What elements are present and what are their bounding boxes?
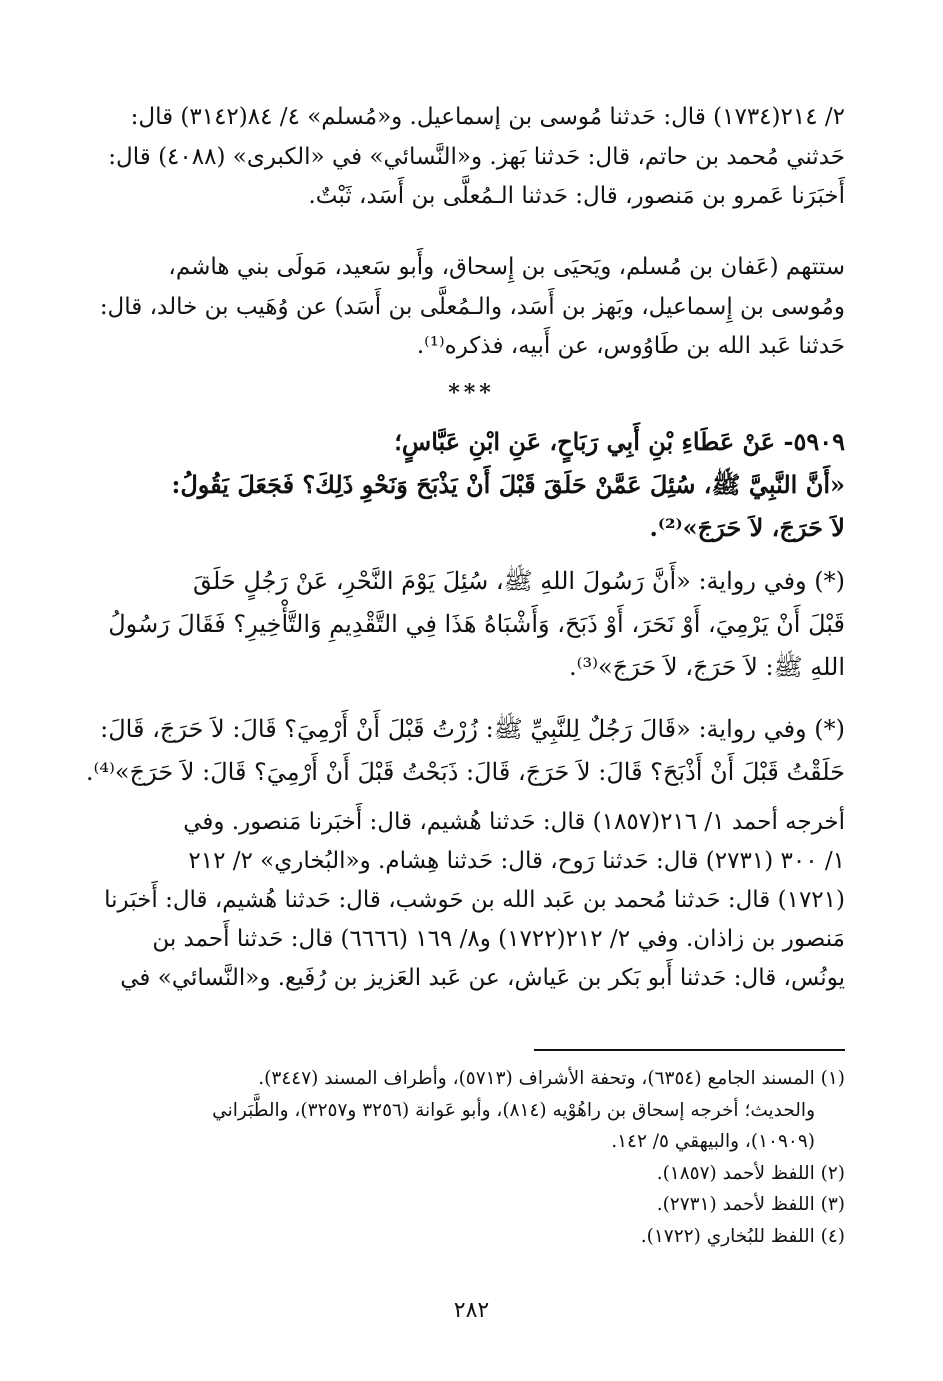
hadith-heading: ٥٩٠٩- عَنْ عَطَاءِ بْنِ أَبِي رَبَاحٍ، عَنِ ابْنِ عَبَّاسٍ؛	[394, 427, 845, 456]
riwaya-1	[100, 560, 845, 689]
footnote-1: (١) المسند الجامع (٦٣٥٤)، وتحفة الأشراف (٥٧١٣)، وأطراف المسند (٣٤٤٧).	[258, 1068, 845, 1089]
text-line: اللهِ ﷺ: لاَ حَرَجَ، لاَ حَرَجَ»⁽³⁾.	[568, 653, 845, 681]
text-line: لاَ حَرَجَ، لاَ حَرَجَ»⁽²⁾.	[649, 513, 845, 542]
isnad-summary	[100, 248, 845, 367]
text-line: (١٧٢١) قال: حَدثنا مُحمد بن عَبد الله بن حَوشب، قال: حَدثنا هُشيم، قال: أَخبَرنا	[104, 887, 845, 913]
text-line: (*) وفي رواية: «أَنَّ رَسُولَ اللهِ ﷺ، سُئِلَ يَوْمَ النَّحْرِ، عَنْ رَجُلٍ حَلَقَ	[192, 567, 845, 595]
riwaya-2	[85, 708, 845, 794]
text-line: حَلَقْتُ قَبْلَ أَنْ أَذْبَحَ؟ قَالَ: لاَ حَرَجَ، قَالَ: ذَبَحْتُ قَبْلَ أَنْ أَرْمِيَ؟ قَالَ: لاَ حَرَجَ»⁽⁴⁾.	[85, 758, 845, 786]
footnote-1-continued: والحديث؛ أخرجه إسحاق بن راهُوْيه (٨١٤)، وأبو عَوانة (٣٢٥٦ و٣٢٥٧)، والطَّبَراني	[212, 1099, 815, 1121]
text-line: ٢/ ٢١٤(١٧٣٤) قال: حَدثنا مُوسى بن إسماعيل. و«مُسلم» ٤/ ٨٤(٣١٤٢) قال:	[130, 104, 845, 130]
text-line: مَنصور بن زاذان. وفي ٢/ ٢١٢(١٧٢٢) و٨/ ١٦٩ (٦٦٦٦) قال: حَدثنا أَحمد بن	[152, 926, 845, 952]
isnad-intro	[100, 98, 845, 217]
footnote-1-continued: (١٠٩٠٩)، والبيهقي ٥/ ١٤٢.	[611, 1131, 815, 1152]
text-line: ستتهم (عَفان بن مُسلم، ويَحيَى بن إِسحاق، وأَبو سَعيد، مَولَى بني هاشم،	[168, 254, 845, 280]
footnotes	[100, 1063, 845, 1252]
hadith-text	[100, 420, 845, 549]
text-line: قَبْلَ أَنْ يَرْمِيَ، أَوْ نَحَرَ، أَوْ ذَبَحَ، وَأَشْبَاهُ هَذَا فِي التَّقْدِيمِ وَالتَّأْخِيرِ؟ فَقَالَ رَسُولُ	[108, 610, 845, 638]
text-line: (*) وفي رواية: «قَالَ رَجُلٌ لِلنَّبِيِّ ﷺ: زُرْتُ قَبْلَ أَنْ أَرْمِيَ؟ قَالَ: لاَ حَرَجَ، قَالَ:	[100, 715, 845, 743]
text-line: أَخبَرَنا عَمرو بن مَنصور، قال: حَدثنا الـمُعلَّى بن أَسَد، ثَبْتٌ.	[308, 183, 845, 209]
text-line: ومُوسى بن إِسماعيل، وبَهز بن أَسَد، والـمُعلَّى بن أَسَد) عن وُهَيب بن خالد، قال:	[99, 293, 845, 320]
text-line: أخرجه أحمد ١/ ٢١٦(١٨٥٧) قال: حَدثنا هُشيم، قال: أَخبَرنا مَنصور. وفي	[183, 809, 845, 835]
footnote-divider	[534, 1049, 845, 1051]
takhrij-paragraph	[100, 803, 845, 998]
footnote-2: (٢) اللفظ لأحمد (١٨٥٧).	[656, 1162, 845, 1184]
footnote-4: (٤) اللفظ للبُخاري (١٧٢٢).	[640, 1225, 845, 1247]
text-line: حَدثني مُحمد بن حاتم، قال: حَدثنا بَهز. و«النَّسائي» في «الكبرى» (٤٠٨٨) قال:	[108, 143, 845, 170]
footnote-3: (٣) اللفظ لأحمد (٢٧٣١).	[656, 1194, 845, 1215]
text-line: يونُس، قال: حَدثنا أَبو بَكر بن عَياش، عن عَبد العَزيز بن رُفَيع. و«النَّسائي» في	[120, 965, 845, 991]
section-separator: ***	[448, 380, 495, 406]
page-number: ٢٨٢	[453, 1298, 490, 1323]
text-line: حَدثنا عَبد الله بن طَاوُوس، عن أَبيه، فذكره⁽¹⁾.	[416, 333, 845, 359]
text-line: «أَنَّ النَّبِيَّ ﷺ، سُئِلَ عَمَّنْ حَلَقَ قَبْلَ أَنْ يَذْبَحَ وَنَحْوِ ذَلِكَ؟ فَجَعَلَ يَقُولُ:	[171, 470, 845, 499]
text-line: ١/ ٣٠٠ (٢٧٣١) قال: حَدثنا رَوح، قال: حَدثنا هِشام. و«البُخاري» ٢/ ٢١٢	[188, 848, 845, 874]
